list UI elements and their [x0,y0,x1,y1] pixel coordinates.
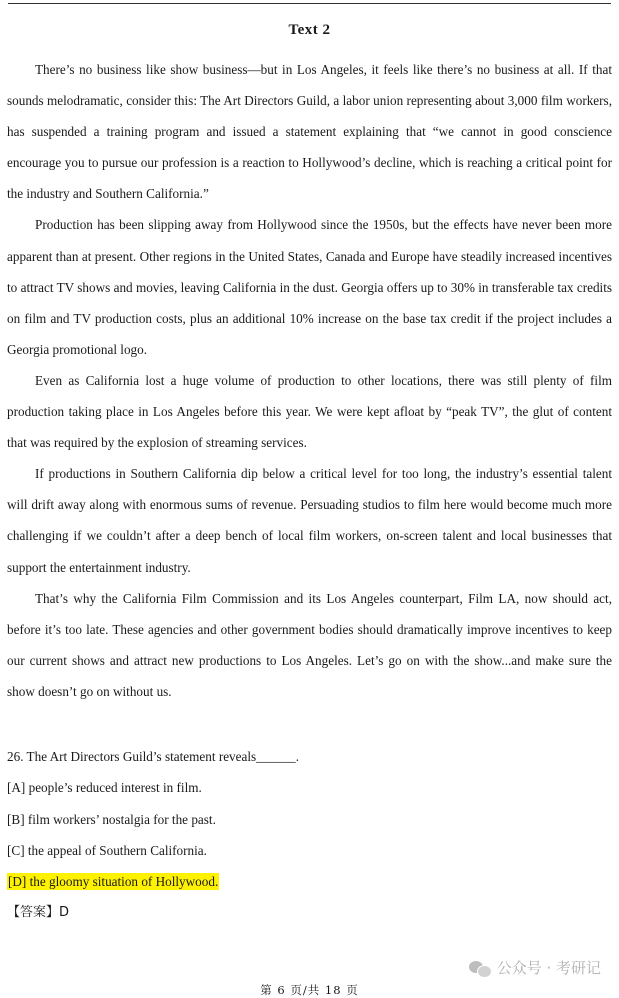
passage-body [7,54,612,707]
passage-title: Text 2 [288,22,331,38]
option-d-highlighted: [D] the gloomy situation of Hollywood. [8,874,219,890]
watermark [469,957,601,978]
option-b: [B] film workers’ nostalgia for the past. [7,811,216,827]
paragraph-4: If productions in Southern California dip below a critical level for too long, the industry’s essential talent will drift away along with enormous sums of revenue. Persuading studios to film here would become much more challenging if we couldn’t after a deep bench of local film workers, on-screen talent and local businesses that support the entertainment industry. [7,466,612,575]
top-rule [8,3,611,4]
watermark-text: 公众号 · 考研记 [496,959,601,977]
question-stem: 26. The Art Directors Guild’s statement reveals______. [7,749,300,764]
option-d-row [7,866,612,897]
paragraph-2: Production has been slipping away from Hollywood since the 1950s, but the effects have never been more apparent than at present. Other regions in the United States, Canada and Europe have steadily increased incentives to attract TV shows and movies, leaving California in the dust. Georgia offers up to 30% in transferable tax credits on film and TV production costs, plus an additional 10% increase on the base tax credit if the project includes a Georgia promotional logo. [7,217,612,357]
question-block [7,741,612,929]
answer-key: 【答案】D [7,905,70,921]
paragraph-1: There’s no business like show business—but in Los Angeles, it feels like there’s no business at all. If that sounds melodramatic, consider this: The Art Directors Guild, a labor union representing about 3,000 film workers, has suspended a training program and issued a statement explaining that “we cannot in good conscience encourage you to pursue our profession is a reaction to Hollywood’s decline, which is reaching a critical point for the industry and Southern California.” [7,62,612,202]
page-number: 第 6 页/共 18 页 [260,983,359,997]
option-c: [C] the appeal of Southern California. [7,842,207,858]
paragraph-5: That’s why the California Film Commission and its Los Angeles counterpart, Film LA, now should act, before it’s too late. These agencies and other government bodies should dramatically improve incentives to keep our current shows and attract new productions to Los Angeles. Let’s go on with the show...and make sure the show doesn’t go on without us. [7,590,612,699]
option-a: [A] people’s reduced interest in film. [7,780,202,796]
wechat-icon [469,959,491,977]
paragraph-3: Even as California lost a huge volume of production to other locations, there was still plenty of film production taking place in Los Angeles before this year. We were kept afloat by “peak TV”, the glut of content that was required by the explosion of streaming services. [7,372,612,451]
